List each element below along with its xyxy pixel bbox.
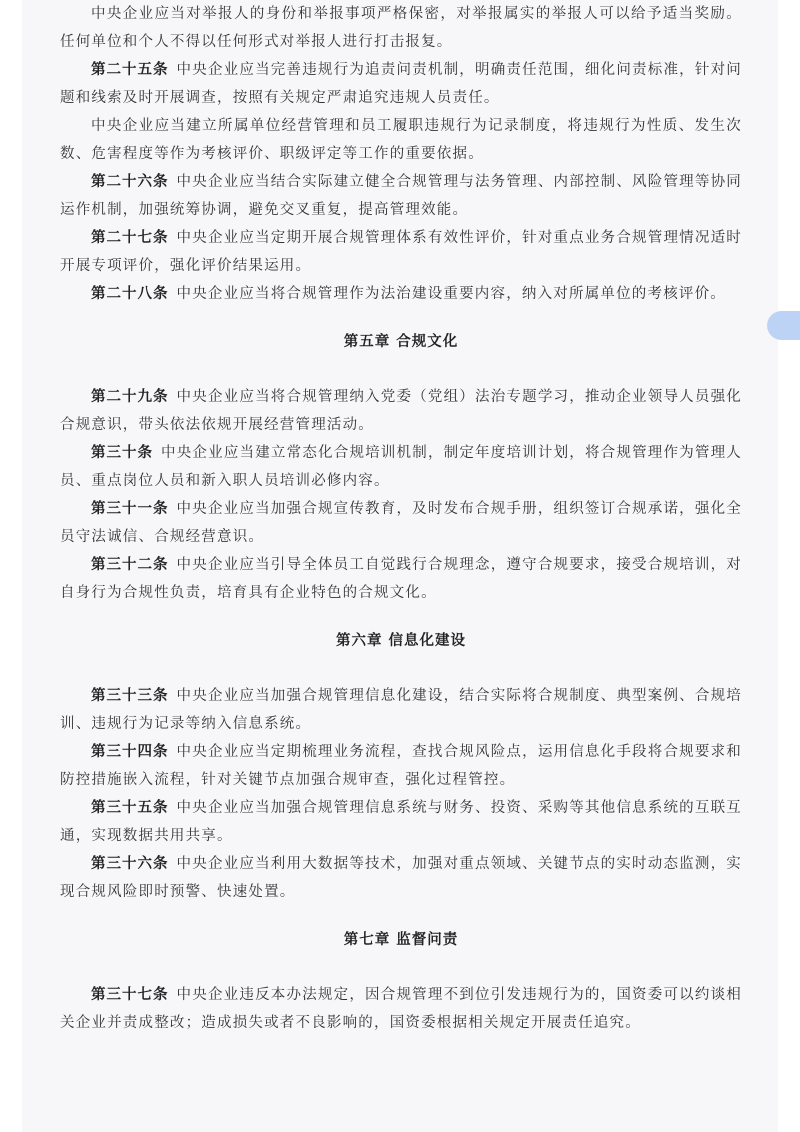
article-number: 第三十五条 [91,800,169,816]
article-text: 中央企业应当定期梳理业务流程，查找合规风险点，运用信息化手段将合规要求和防控措施嵌入流程，针对关键节点加强合规审查，强化过程管控。 [60,744,743,788]
article-paragraph [60,495,742,551]
article-paragraph [60,224,742,280]
article-number: 第三十七条 [91,987,169,1003]
article-text: 中央企业应当加强合规管理信息化建设，结合实际将合规制度、典型案例、合规培训、违规行为记录等纳入信息系统。 [60,688,743,732]
article-number: 第二十八条 [91,286,169,302]
article-text: 中央企业应当加强合规宣传教育，及时发布合规手册，组织签订合规承诺，强化全员守法诚信、合规经营意识。 [60,501,743,545]
article-text: 中央企业应当建立常态化合规培训机制，制定年度培训计划，将合规管理作为管理人员、重点岗位人员和新入职人员培训必修内容。 [60,445,742,489]
chapter-title: 第七章 监督问责 [343,932,459,948]
article-number: 第二十九条 [91,389,169,405]
article-text: 中央企业应当对举报人的身份和举报事项严格保密，对举报属实的举报人可以给予适当奖励。任何单位和个人不得以任何形式对举报人进行打击报复。 [60,6,742,50]
document-body [60,0,742,1037]
article-number: 第二十五条 [91,62,169,78]
article-paragraph [60,168,742,224]
article-paragraph [60,280,742,308]
article-paragraph [60,0,742,56]
article-paragraph [60,56,742,112]
article-number: 第二十七条 [91,230,169,246]
chapter-title: 第五章 合规文化 [343,334,459,350]
article-text: 中央企业违反本办法规定，因合规管理不到位引发违规行为的，国资委可以约谈相关企业并责成整改；造成损失或者不良影响的，国资委根据相关规定开展责任追究。 [60,987,743,1031]
article-text: 中央企业应当将合规管理作为法治建设重要内容，纳入对所属单位的考核评价。 [176,286,726,302]
article-text: 中央企业应当定期开展合规管理体系有效性评价，针对重点业务合规管理情况适时开展专项评价，强化评价结果运用。 [60,230,743,274]
article-paragraph [60,112,742,168]
chapter-spacer [60,954,742,981]
article-number: 第三十一条 [91,501,169,517]
article-number: 第三十四条 [91,744,169,760]
article-paragraph [60,383,742,439]
chapter-title: 第六章 信息化建设 [335,633,467,649]
article-paragraph [60,738,742,794]
article-text: 中央企业应当完善违规行为追责问责机制，明确责任范围，细化问责标准，针对问题和线索及时开展调查，按照有关规定严肃追究违规人员责任。 [60,62,743,106]
chapter-spacer [60,607,742,627]
article-paragraph [60,551,742,607]
article-text: 中央企业应当建立所属单位经营管理和员工履职违规行为记录制度，将违规行为性质、发生次数、危害程度等作为考核评价、职级评定等工作的重要依据。 [60,118,742,162]
chapter-spacer [60,906,742,926]
article-text: 中央企业应当加强合规管理信息系统与财务、投资、采购等其他信息系统的互联互通，实现数据共用共享。 [60,800,743,844]
side-floating-tab[interactable] [767,311,800,340]
article-text: 中央企业应当结合实际建立健全合规管理与法务管理、内部控制、风险管理等协同运作机制，加强统筹协调，避免交叉重复，提高管理效能。 [60,174,743,218]
article-paragraph [60,794,742,850]
article-paragraph [60,682,742,738]
chapter-spacer [60,655,742,682]
article-text: 中央企业应当将合规管理纳入党委（党组）法治专题学习，推动企业领导人员强化合规意识，带头依法依规开展经营管理活动。 [60,389,743,433]
article-number: 第三十二条 [91,557,169,573]
article-paragraph [60,981,742,1037]
article-text: 中央企业应当引导全体员工自觉践行合规理念，遵守合规要求，接受合规培训，对自身行为合规性负责，培育具有企业特色的合规文化。 [60,557,743,601]
article-text: 中央企业应当利用大数据等技术，加强对重点领域、关键节点的实时动态监测，实现合规风险即时预警、快速处置。 [60,856,743,900]
chapter-spacer [60,308,742,328]
article-number: 第二十六条 [91,174,169,190]
article-paragraph [60,850,742,906]
article-number: 第三十六条 [91,856,169,872]
chapter-spacer [60,356,742,383]
article-paragraph [60,439,742,495]
article-number: 第三十条 [91,445,154,461]
article-number: 第三十三条 [91,688,169,704]
